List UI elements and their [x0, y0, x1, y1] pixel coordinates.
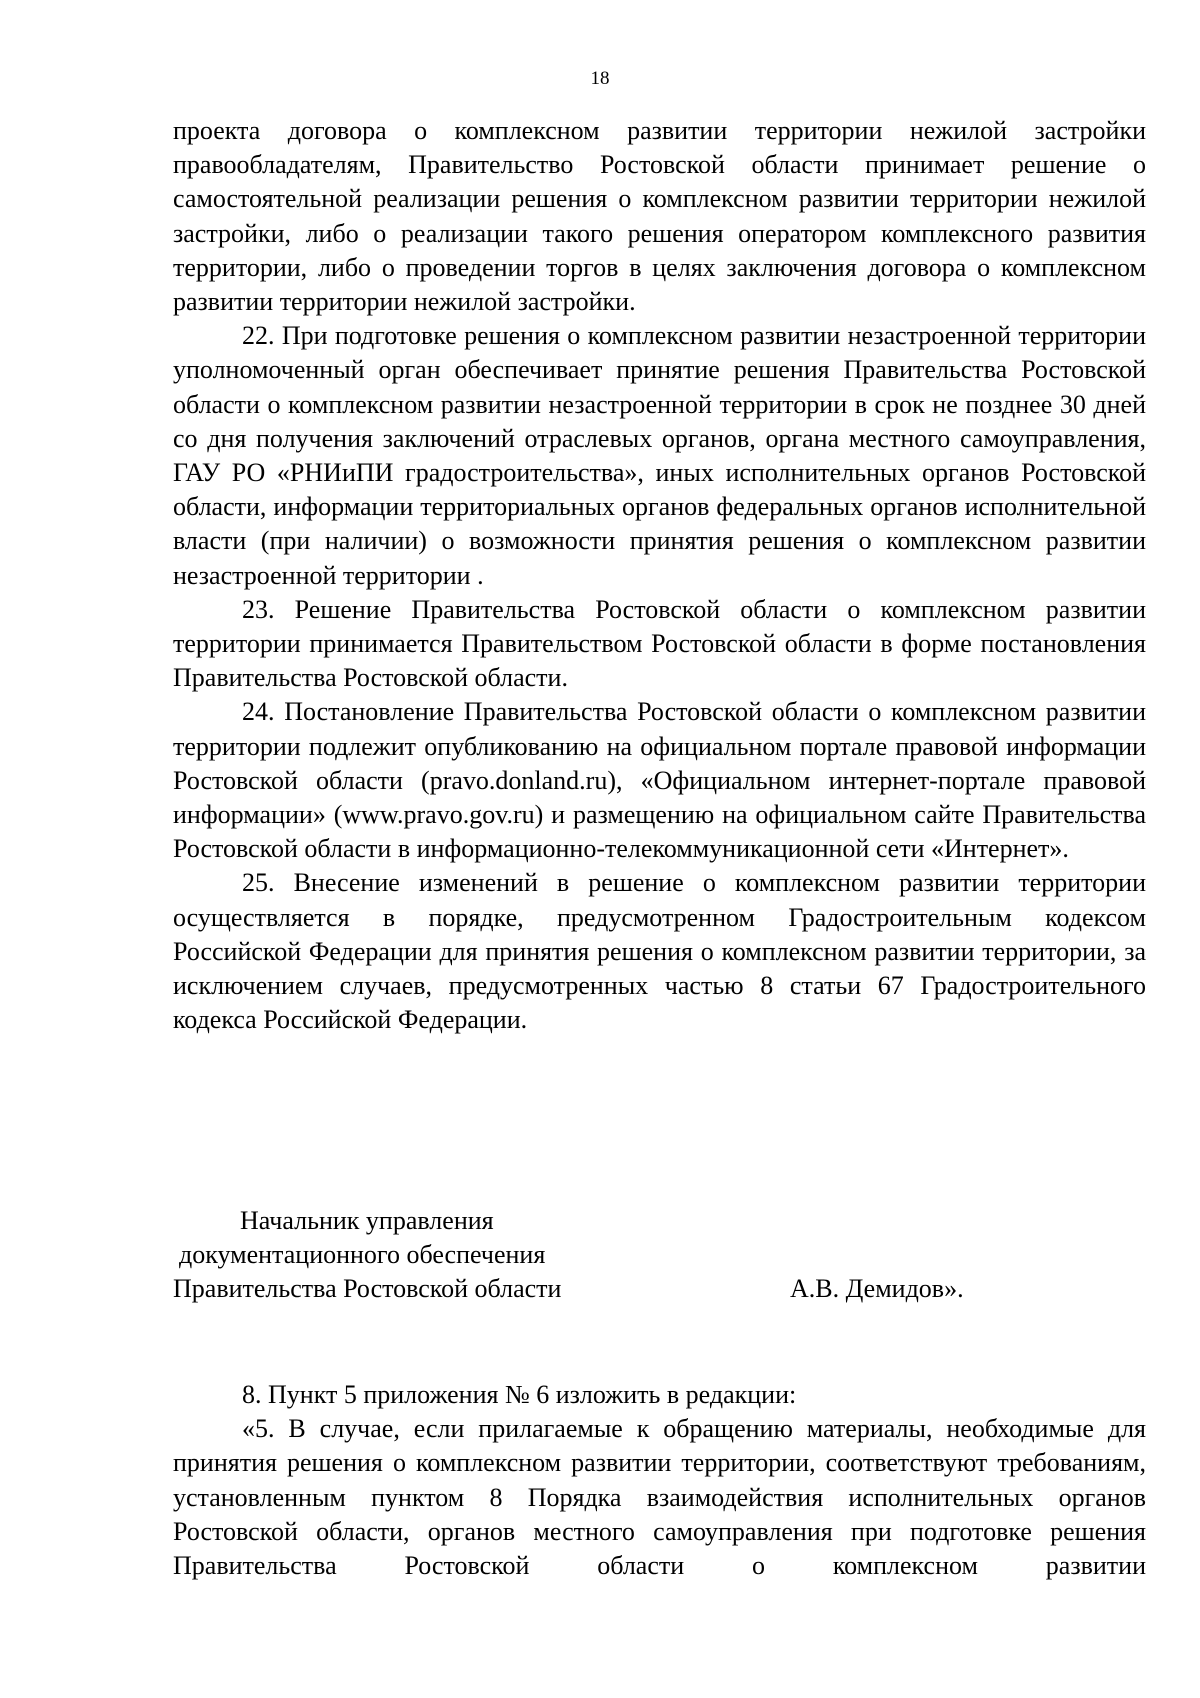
signatory-title-line-3: Правительства Ростовской области	[173, 1274, 562, 1304]
paragraph-24: 24. Постановление Правительства Ростовской области о комплексном развитии территории подлежит опубликованию на официальном портале правовой информации Ростовской области (pravo.donland.ru), «Официальном интернет-портале правовой информации» (www.pravo.gov.ru) и размещению на официальном сайте Правительства Ростовской области в информационно-телекоммуникационной сети «Интернет».	[173, 697, 1146, 864]
signature-block	[173, 1204, 1146, 1307]
document-body	[173, 114, 1146, 1037]
signatory-title-line-1: Начальник управления	[240, 1206, 494, 1235]
amendment-heading: 8. Пункт 5 приложения № 6 изложить в редакции:	[242, 1380, 797, 1409]
paragraph-continuation: проекта договора о комплексном развитии территории нежилой застройки правообладателям, Правительство Ростовской области принимает решение о самостоятельной реализации решения о комплексном развитии территории нежилой застройки, либо о реализации такого решения оператором комплексного развития территории, либо о проведении торгов в целях заключения договора о комплексном развитии территории нежилой застройки.	[173, 116, 1146, 317]
paragraph-22: 22. При подготовке решения о комплексном развитии незастроенной территории уполномоченный орган обеспечивает принятие решения Правительства Ростовской области о комплексном развитии незастроенной территории в срок не позднее 30 дней со дня получения заключений отраслевых органов, органа местного самоуправления, ГАУ РО «РНИиПИ градостроительства», иных исполнительных органов Ростовской области, информации территориальных органов федеральных органов исполнительной власти (при наличии) о возможности принятия решения о комплексном развитии незастроенной территории .	[173, 321, 1146, 590]
paragraph-23: 23. Решение Правительства Ростовской области о комплексном развитии территории принимается Правительством Ростовской области в форме постановления Правительства Ростовской области.	[173, 594, 1146, 693]
paragraph-25: 25. Внесение изменений в решение о комплексном развитии территории осуществляется в порядке, предусмотренном Градостроительным кодексом Российской Федерации для принятия решения о комплексном развитии территории, за исключением случаев, предусмотренных частью 8 статьи 67 Градостроительного кодекса Российской Федерации.	[173, 868, 1146, 1035]
amendment-text: «5. В случае, если прилагаемые к обращению материалы, необходимые для принятия решения о комплексном развитии территории, соответствуют требованиям, установленным пунктом 8 Порядка взаимодействия исполнительных органов Ростовской области, органов местного самоуправления при подготовке решения Правительства Ростовской области о комплексном развитии	[173, 1414, 1146, 1581]
amendment-section	[173, 1378, 1146, 1583]
signatory-title-line-2: документационного обеспечения	[179, 1240, 546, 1270]
signatory-name: А.В. Демидов».	[790, 1274, 964, 1304]
page-number: 18	[590, 68, 610, 89]
